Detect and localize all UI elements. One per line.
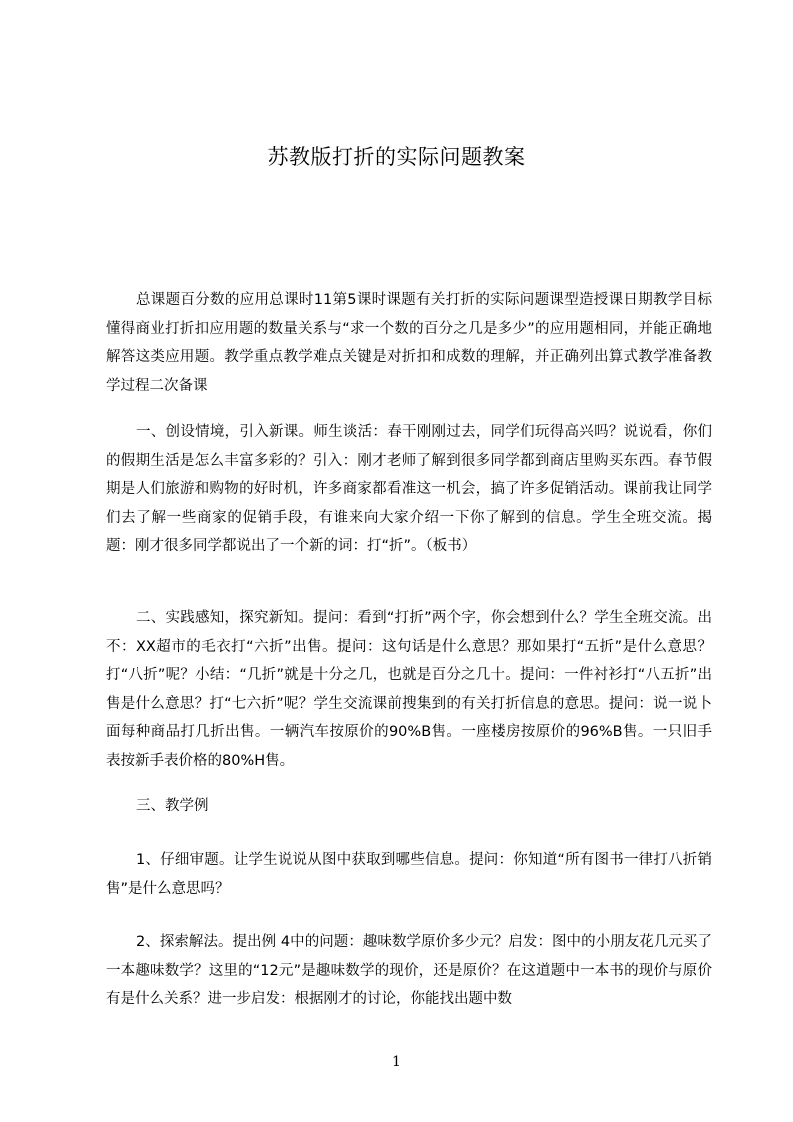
document-title: 苏教版打折的实际问题教案 (267, 145, 526, 169)
paragraph-lesson-overview: 总课题百分数的应用总课时11第5课时课题有关打折的实际问题课型造授课日期教学目标懂得商业打折扣应用题的数量关系与“求一个数的百分之几是多少”的应用题相同，并能正确地解答这类应用题。教学重点教学难点关键是对折扣和成数的理解，并正确列出算式教学准备教学过程二次备课 (106, 292, 712, 394)
paragraph-step-two: 2、探索解法。提出例 4中的问题：趣味数学原价多少元？启发：图中的小朋友花几元买了一本趣味数学？这里的“12元”是趣味数学的现价，还是原价？在这道题中一本书的现价与原价有是什么关系？进一步启发：根据刚才的讨论，你能找出题中数 (106, 934, 712, 1007)
paragraph-section-one: 一、创设情境，引入新课。师生谈活：春干刚刚过去，同学们玩得高兴吗？说说看，你们的假期生活是怎么丰富多彩的？引入：刚才老师了解到很多同学都到商店里购买东西。春节假期是人们旅游和购物的好时机，许多商家都看准这一机会，搞了许多促销活动。课前我让同学们去了解一些商家的促销手段，有谁来向大家介绍一下你了解到的信息。学生全班交流。揭题：刚才很多同学都说出了一个新的词：打“折”。（板书） (106, 424, 712, 554)
page-number: 1 (392, 1054, 401, 1070)
section-three-heading: 三、教学例 (136, 798, 209, 814)
paragraph-section-two: 二、实践感知，探究新知。提问：看到“打折”两个字，你会想到什么？学生全班交流。出不：XX超市的毛衣打“六折”出售。提问：这句话是什么意思？那如果打“五折”是什么意思？打“八折”呢？小结：“几折”就是十分之几，也就是百分之几十。提问：一件衬衫打“八五折”出售是什么意思？打“七六折”呢？学生交流课前搜集到的有关打折信息的意思。提问：说一说卜面每种商品打几折出售。一辆汽车按原价的90%B售。一座楼房按原价的96%B售。一只旧手表按新手表价格的80%H售。 (106, 610, 712, 769)
paragraph-step-one: 1、仔细审题。让学生说说从图中获取到哪些信息。提问：你知道“所有图书一律打八折销售”是什么意思吗？ (106, 852, 712, 897)
